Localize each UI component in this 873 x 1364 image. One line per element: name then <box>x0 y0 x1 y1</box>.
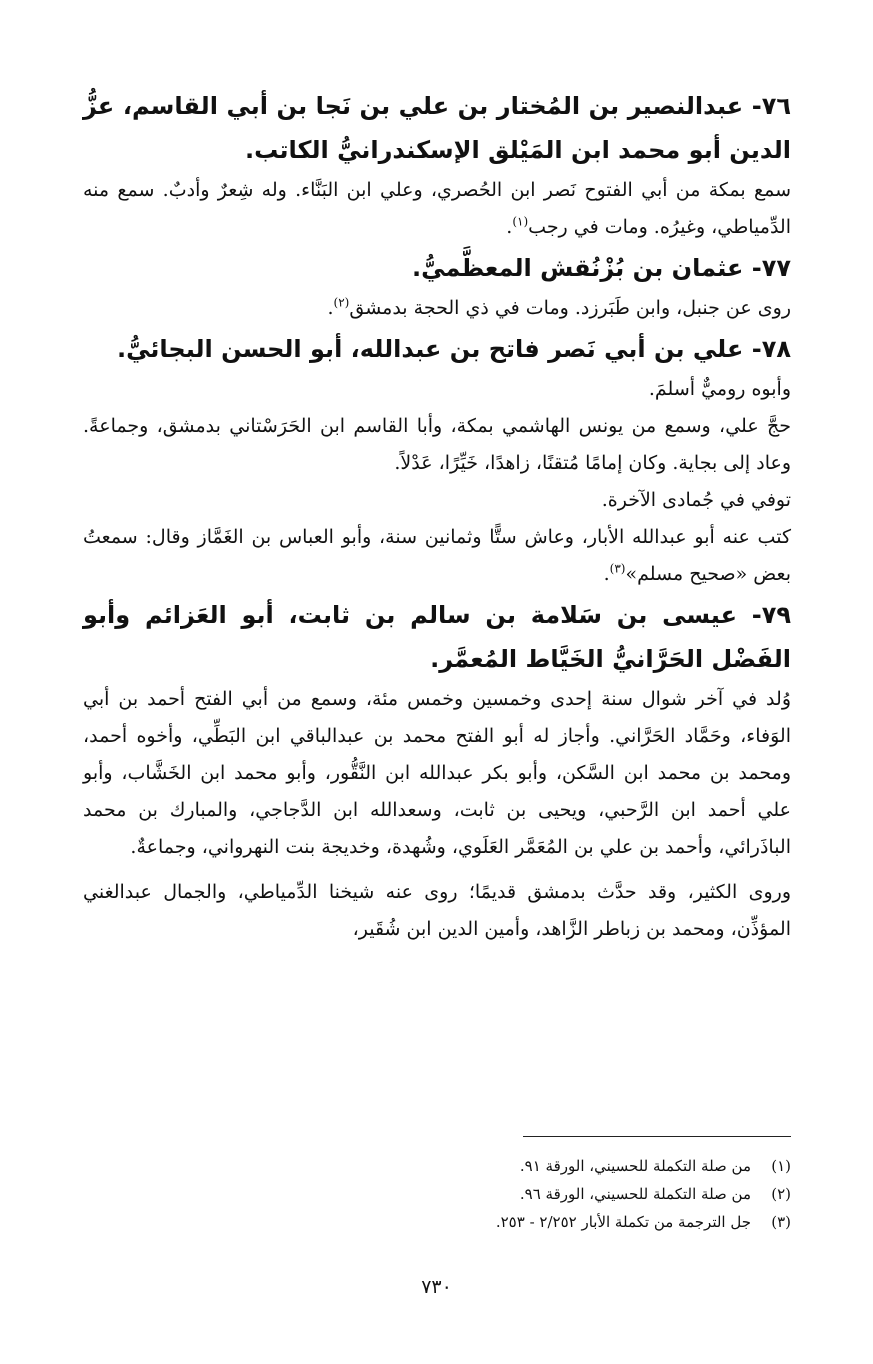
footnote-text: من صلة التكملة للحسيني، الورقة ٩١. <box>519 1157 751 1175</box>
footnotes <box>83 1152 791 1236</box>
footnote-number: (١) <box>771 1157 791 1175</box>
page-number: ٧٣٠ <box>421 1276 452 1298</box>
footnote-divider <box>523 1136 791 1137</box>
page-body <box>83 84 791 948</box>
entry-78-paragraph-3: توفي في جُمادى الآخرة. <box>601 489 791 511</box>
footnote-text: جل الترجمة من تكملة الأبار ٢/٢٥٢ - ٢٥٣. <box>495 1213 751 1231</box>
paragraph-text: كتب عنه أبو عبدالله الأبار، وعاش ستًّا وثمانين سنة، وأبو العباس بن الغَمَّاز وقال: سمعتُ بعض «صحيح مسلم» <box>83 526 791 585</box>
footnote-number: (٢) <box>771 1185 791 1203</box>
footnote-text: من صلة التكملة للحسيني، الورقة ٩٦. <box>519 1185 751 1203</box>
entry-78-paragraph-2: حجَّ علي، وسمع من يونس الهاشمي بمكة، وأبا القاسم ابن الحَرَسْتاني بدمشق، وجماعةً. وعاد إلى بجاية. وكان إمامًا مُتقنًا، زاهدًا، خَيِّرًا، عَدْلاً. <box>83 415 791 474</box>
footnote-3 <box>83 1208 791 1236</box>
paragraph-text: سمع بمكة من أبي الفتوح نَصر ابن الحُصري، وعلي ابن البَنَّاء. وله شِعرٌ وأدبٌ. سمع منه الدِّمياطي، وغيرُه. ومات في رجب <box>83 179 791 238</box>
entry-76-paragraph-1: سمع بمكة من أبي الفتوح نَصر ابن الحُصري، وعلي ابن البَنَّاء. وله شِعرٌ وأدبٌ. سمع منه الدِّمياطي، وغيرُه. ومات في رجب$^{(١)}$. <box>83 179 791 238</box>
footnote-1 <box>83 1152 791 1180</box>
paragraph-text: روى عن جنبل، وابن طَبَرزد. ومات في ذي الحجة بدمشق <box>349 297 791 319</box>
footnote-ref-3: (٣) <box>609 561 626 576</box>
footnote-ref-2: (٢) <box>333 295 350 310</box>
footnote-ref-1: (١) <box>512 214 529 229</box>
entry-heading-76: ٧٦- عبدالنصير بن المُختار بن علي بن نَجا بن أبي القاسم، عزُّ الدين أبو محمد ابن المَيْلق الإسكندرانيُّ الكاتب. <box>83 92 791 164</box>
footnote-2 <box>83 1180 791 1208</box>
entry-78-paragraph-1: وأبوه روميٌّ أسلمَ. <box>648 378 791 400</box>
footnote-number: (٣) <box>771 1213 791 1231</box>
entry-heading-79: ٧٩- عيسى بن سَلامة بن سالم بن ثابت، أبو العَزائم وأبو الفَضْل الحَرَّانيُّ الخَيَّاط المُعمَّر. <box>83 601 791 673</box>
entry-78-paragraph-4: كتب عنه أبو عبدالله الأبار، وعاش ستًّا وثمانين سنة، وأبو العباس بن الغَمَّاز وقال: سمعتُ بعض «صحيح مسلم»$^{(٣)}$. <box>83 526 791 585</box>
entry-heading-77: ٧٧- عثمان بن بُزْنُقش المعظَّميُّ. <box>412 254 791 282</box>
entry-79-paragraph-2: وروى الكثير، وقد حدَّث بدمشق قديمًا؛ روى عنه شيخنا الدِّمياطي، والجمال عبدالغني المؤذِّن، ومحمد بن زباطر الزَّاهد، وأمين الدين ابن شُقَير، <box>83 881 791 940</box>
entry-heading-78: ٧٨- علي بن أبي نَصر فاتح بن عبدالله، أبو الحسن البجائيُّ. <box>116 335 791 363</box>
entry-79-paragraph-1: وُلد في آخر شوال سنة إحدى وخمسين وخمس مئة، وسمع من أبي الفتح أحمد بن أبي الوَفاء، وحَمَّاد الحَرَّاني. وأجاز له أبو الفتح محمد بن عبدالباقي ابن البَطِّي، وأخوه أحمد، ومحمد بن محمد ابن السَّكن، وأبو بكر عبدالله ابن النَّقُّور، وأبو محمد ابن الخَشَّاب، وأبو علي أحمد ابن الرَّحبي، ويحيى بن ثابت، وسعدالله ابن الدَّجاجي، والمبارك بن محمد الباذَرائي، وأحمد بن علي بن المُعَمَّر العَلَوي، وشُهدة، وخديجة بنت النهرواني، وجماعةٌ. <box>83 688 791 858</box>
entry-77-paragraph-1: روى عن جنبل، وابن طَبَرزد. ومات في ذي الحجة بدمشق$^{(٢)}$. <box>327 295 791 319</box>
